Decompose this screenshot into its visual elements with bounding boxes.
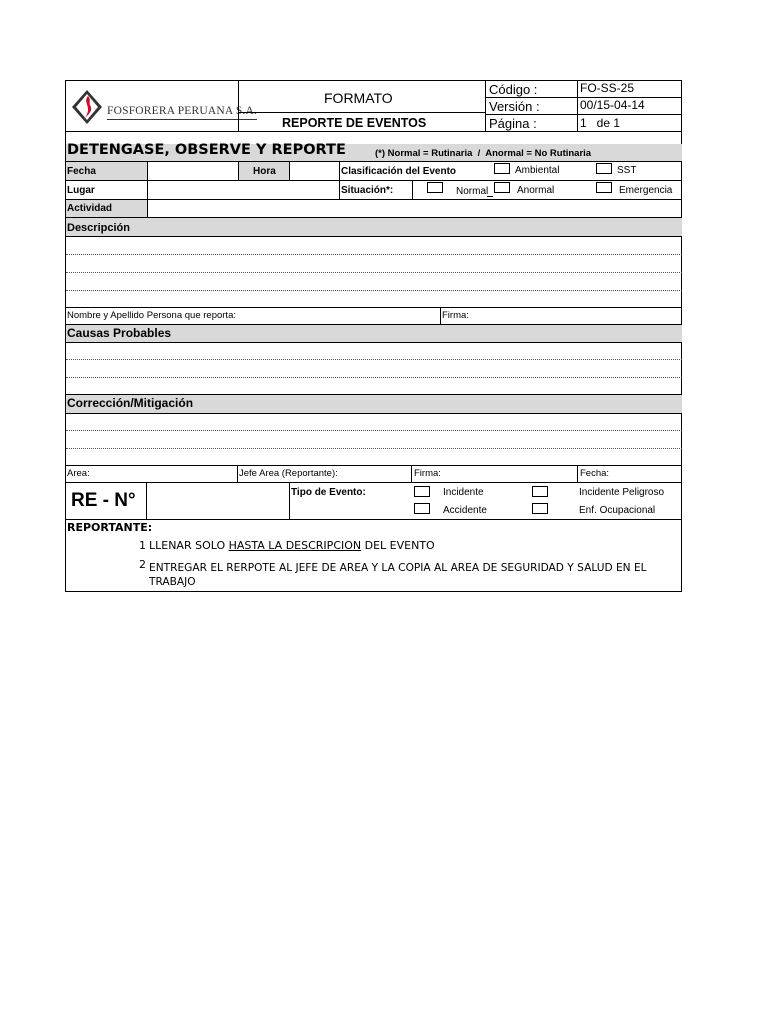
banner-note: (*) Normal = Rutinaria / Anormal = No Rutinaria (375, 148, 592, 159)
hora-input[interactable] (290, 162, 339, 180)
accidente-checkbox[interactable] (414, 503, 430, 514)
flame-logo-icon (71, 89, 103, 125)
anormal-label: Anormal (517, 185, 555, 196)
instruction-2-number: 2 (139, 558, 146, 571)
re-number-label: RE - N° (71, 490, 136, 511)
area-label: Area: (67, 468, 90, 479)
instruction-1-text: LLENAR SOLO (149, 539, 229, 552)
correccion-header: Corrección/Mitigación (67, 396, 194, 410)
fecha2-label: Fecha: (580, 468, 610, 479)
instruction-1-suffix: DEL EVENTO (361, 539, 435, 552)
pagina-label: Página : (489, 116, 537, 131)
ambiental-label: Ambiental (515, 165, 560, 176)
emergencia-checkbox[interactable] (596, 182, 612, 193)
anormal-checkbox[interactable] (494, 182, 510, 193)
pagina-value: 1 de 1 (580, 116, 621, 130)
nombre-label: Nombre y Apellido Persona que reporta: (67, 310, 236, 321)
company-name: FOSFORERA PERUANA S.A. (107, 106, 257, 120)
version-label: Versión : (489, 99, 540, 114)
instruction-2-line1: ENTREGAR EL RERPOTE AL JEFE DE AREA Y LA COPIA AL AREA DE SEGURIDAD Y SALUD EN EL (149, 562, 647, 574)
enf-ocupacional-checkbox[interactable] (532, 503, 548, 514)
firma-input[interactable] (471, 308, 682, 324)
report-title: REPORTE DE EVENTOS (282, 116, 427, 130)
instruction-2-line2: TRABAJO (149, 576, 196, 588)
firma-label: Firma: (442, 310, 469, 321)
company-logo (71, 87, 258, 127)
sst-checkbox[interactable] (596, 163, 612, 174)
incidente-label: Incidente (443, 487, 484, 498)
correccion-textarea[interactable] (66, 414, 682, 465)
emergencia-label: Emergencia (619, 185, 673, 196)
event-report-form (65, 80, 682, 592)
situacion-label: Situación*: (341, 185, 394, 196)
instruction-1-number: 1 (139, 539, 146, 552)
area-input[interactable] (94, 466, 237, 482)
jefe-area-label: Jefe Area (Reportante): (239, 468, 338, 479)
nombre-input[interactable] (236, 308, 440, 324)
instruction-1-underlined: HASTA LA DESCRIPCION (228, 539, 362, 552)
accidente-label: Accidente (443, 505, 487, 516)
tipo-evento-label: Tipo de Evento: (291, 487, 366, 498)
causas-header: Causas Probables (67, 326, 172, 340)
enf-ocupacional-label: Enf. Ocupacional (579, 505, 656, 516)
fecha-label: Fecha (67, 166, 96, 177)
fecha-input[interactable] (148, 162, 238, 180)
formato-label: FORMATO (324, 90, 393, 106)
codigo-label: Código : (489, 82, 538, 97)
clasificacion-label: Clasificación del Evento (341, 166, 457, 177)
instruction-1 (149, 540, 435, 551)
actividad-input[interactable] (148, 200, 682, 217)
actividad-label: Actividad (67, 203, 113, 214)
firma2-label: Firma: (414, 468, 441, 479)
ambiental-checkbox[interactable] (494, 163, 510, 174)
hora-label: Hora (253, 166, 276, 177)
normal-label: Normal (456, 186, 489, 197)
sst-label: SST (617, 165, 637, 176)
incidente-peligroso-checkbox[interactable] (532, 486, 548, 497)
normal-checkbox[interactable] (427, 182, 443, 193)
descripcion-header: Descripción (67, 222, 130, 234)
lugar-label: Lugar (67, 185, 95, 196)
re-number-input[interactable] (147, 483, 289, 519)
lugar-input[interactable] (148, 181, 339, 199)
incidente-peligroso-label: Incidente Peligroso (579, 487, 665, 498)
codigo-value: FO-SS-25 (580, 81, 635, 95)
reportante-label: REPORTANTE: (67, 521, 153, 534)
causas-textarea[interactable] (66, 343, 682, 394)
incidente-checkbox[interactable] (414, 486, 430, 497)
banner-title: DETENGASE, OBSERVE Y REPORTE (67, 142, 346, 158)
version-value: 00/15-04-14 (580, 98, 645, 112)
